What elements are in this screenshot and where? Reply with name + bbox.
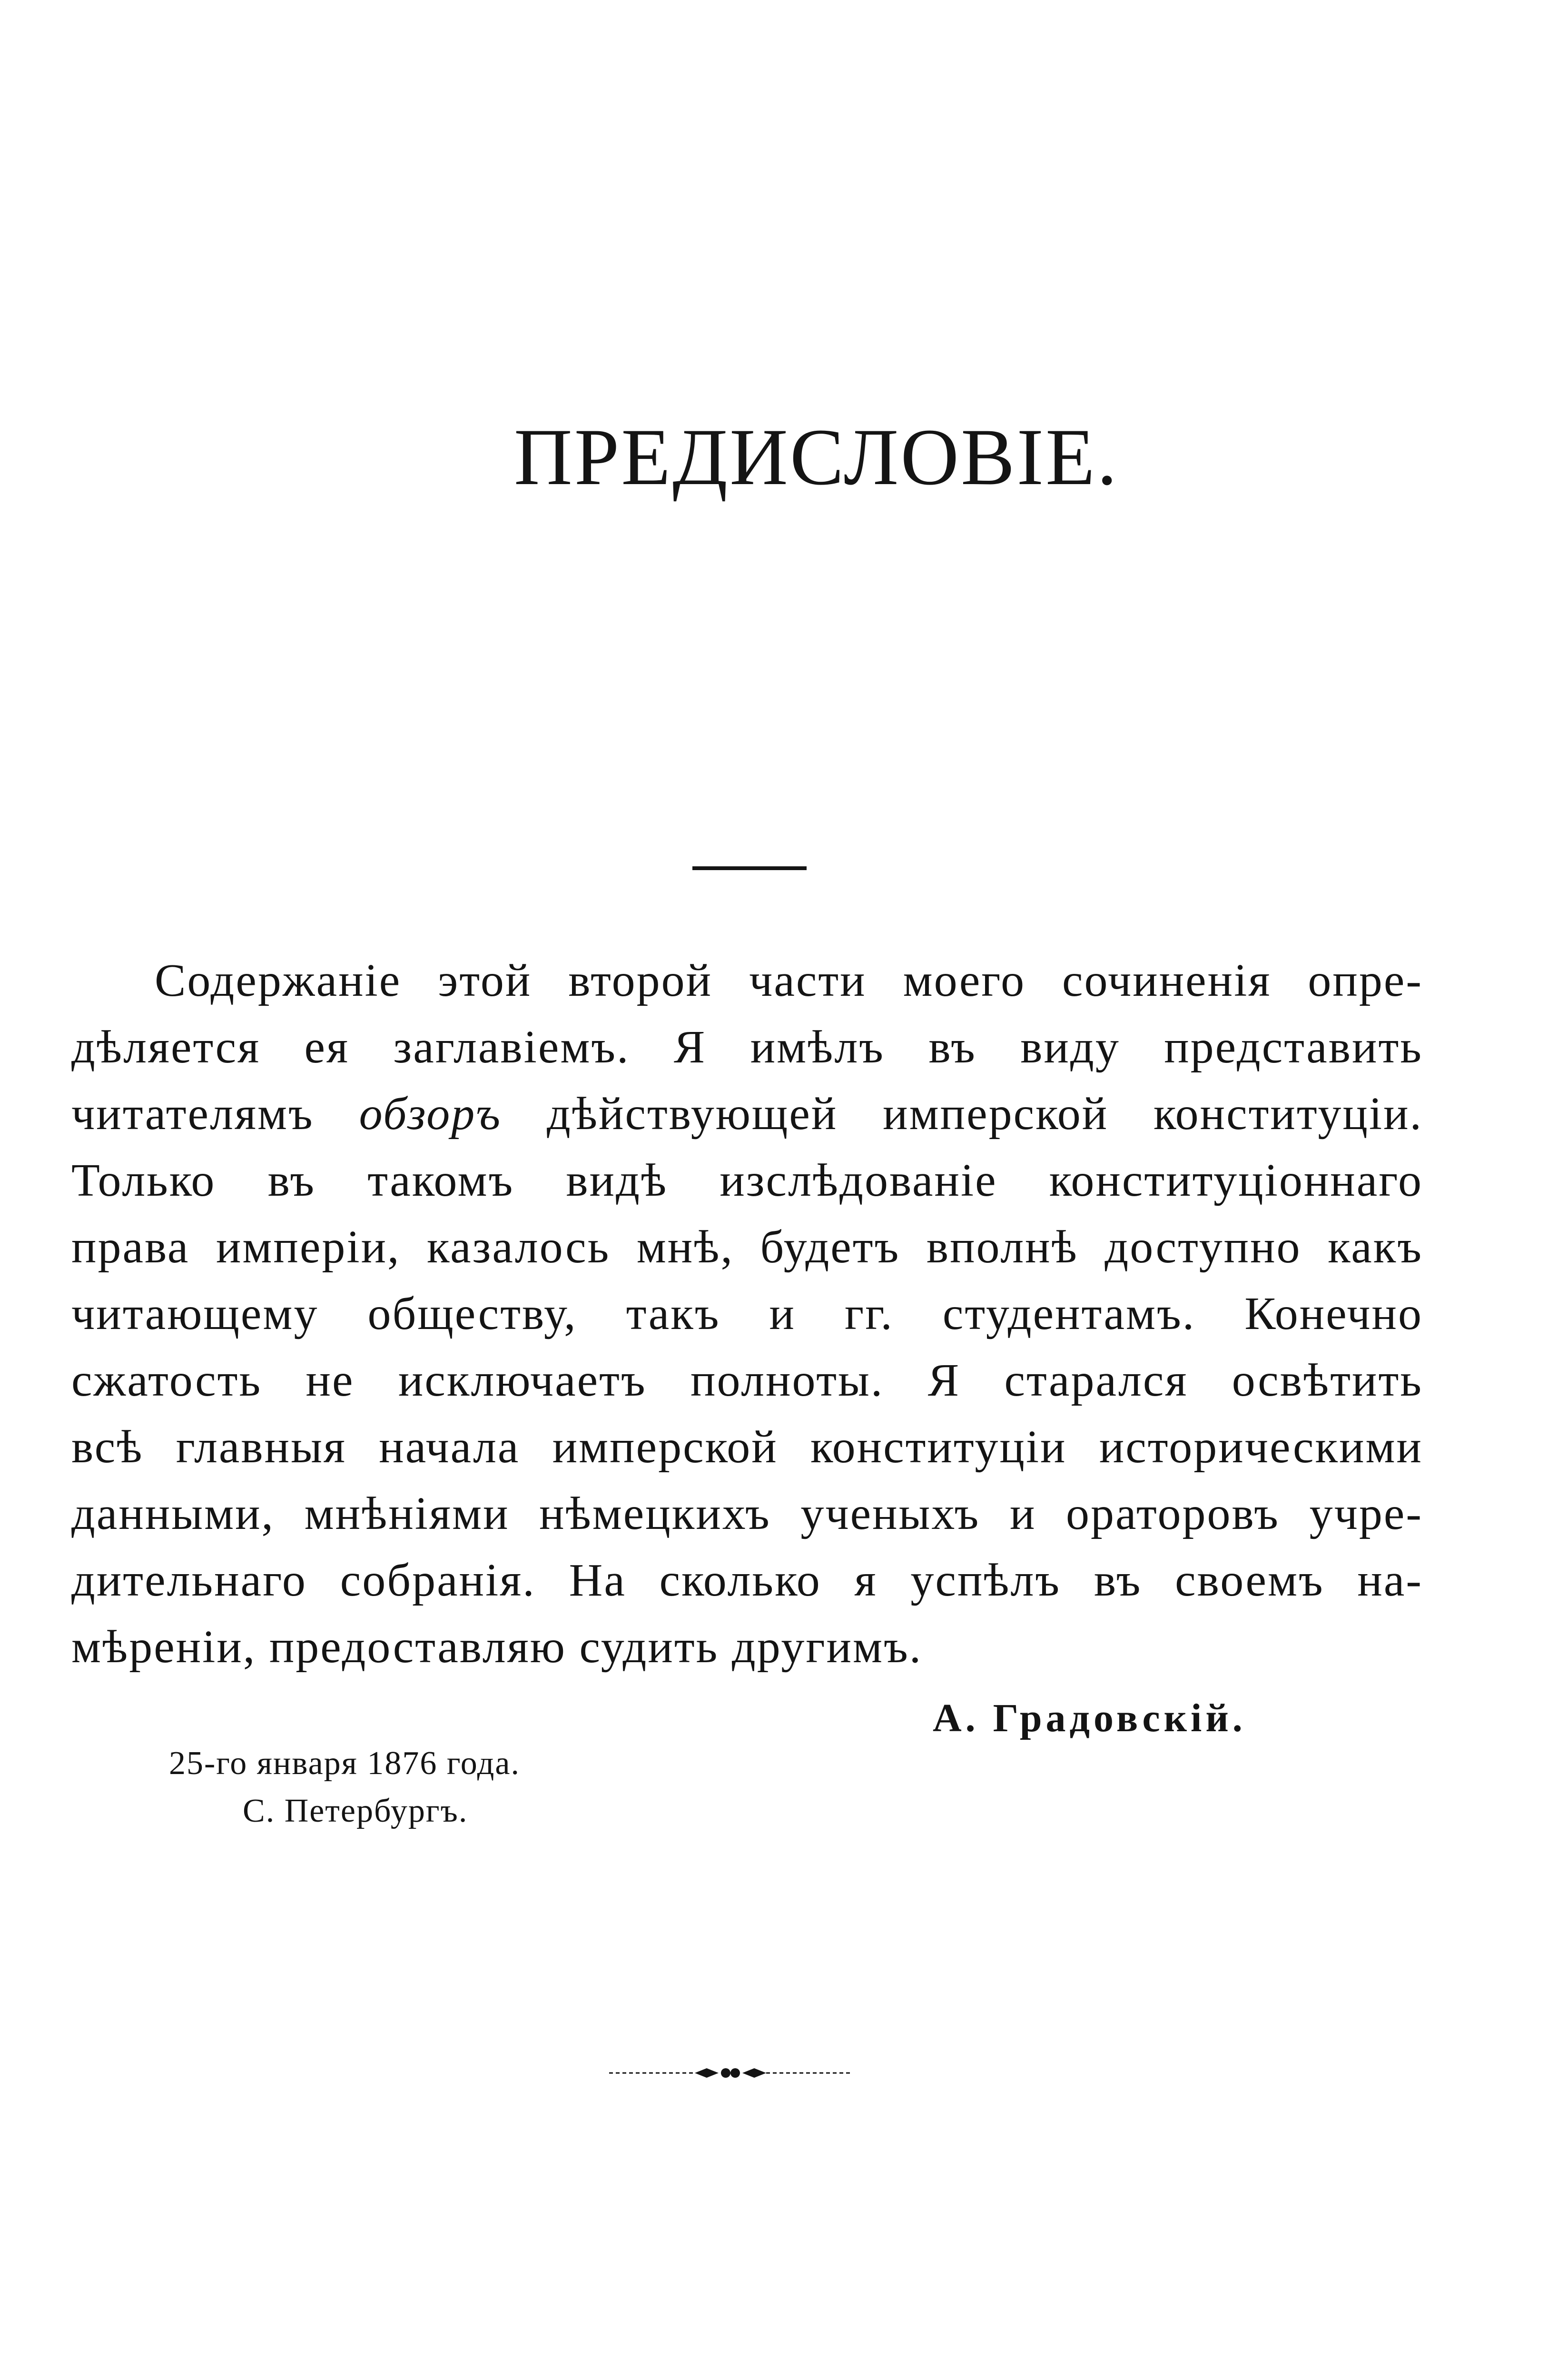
title-divider — [692, 866, 807, 870]
author-signature: А. Градовскій. — [933, 1696, 1246, 1740]
emphasized-word: обзоръ — [359, 1088, 502, 1140]
body-line-6: читающему обществу, такъ и гг. студентамъ. Конечно — [71, 1288, 1423, 1339]
place-line: С. Петербургъ. — [243, 1793, 468, 1829]
body-line-11: мѣреніи, предоставляю судить другимъ. — [71, 1621, 923, 1673]
body-line-2: дѣляется ея заглавіемъ. Я имѣлъ въ виду представить — [71, 1021, 1423, 1073]
body-line-10: дительнаго собранія. На сколько я успѣлъ въ своемъ на- — [71, 1555, 1423, 1606]
preface-body — [71, 947, 1423, 1680]
body-line-8: всѣ главныя начала имперской конституціи историческими — [71, 1421, 1423, 1473]
body-line-7: сжатость не исключаетъ полноты. Я старался освѣтить — [71, 1355, 1423, 1406]
page-title: ПРЕДИСЛОВІЕ. — [514, 412, 1119, 502]
body-line-4: Только въ такомъ видѣ изслѣдованіе конституціоннаго — [71, 1155, 1423, 1206]
date-line: 25-го января 1876 года. — [169, 1745, 520, 1782]
body-line-3 — [71, 1081, 1423, 1147]
body-line-3-start: читателямъ — [71, 1088, 314, 1140]
body-line-9: данными, мнѣніями нѣмецкихъ ученыхъ и ораторовъ учре- — [71, 1488, 1423, 1539]
body-line-3-end: дѣйствующей имперской конституціи. — [546, 1088, 1423, 1140]
body-line-1: Содержаніе этой второй части моего сочиненія опре- — [155, 955, 1423, 1006]
body-line-5: права имперіи, казалось мнѣ, будетъ вполнѣ доступно какъ — [71, 1221, 1423, 1273]
ornament-divider — [609, 2063, 852, 2082]
